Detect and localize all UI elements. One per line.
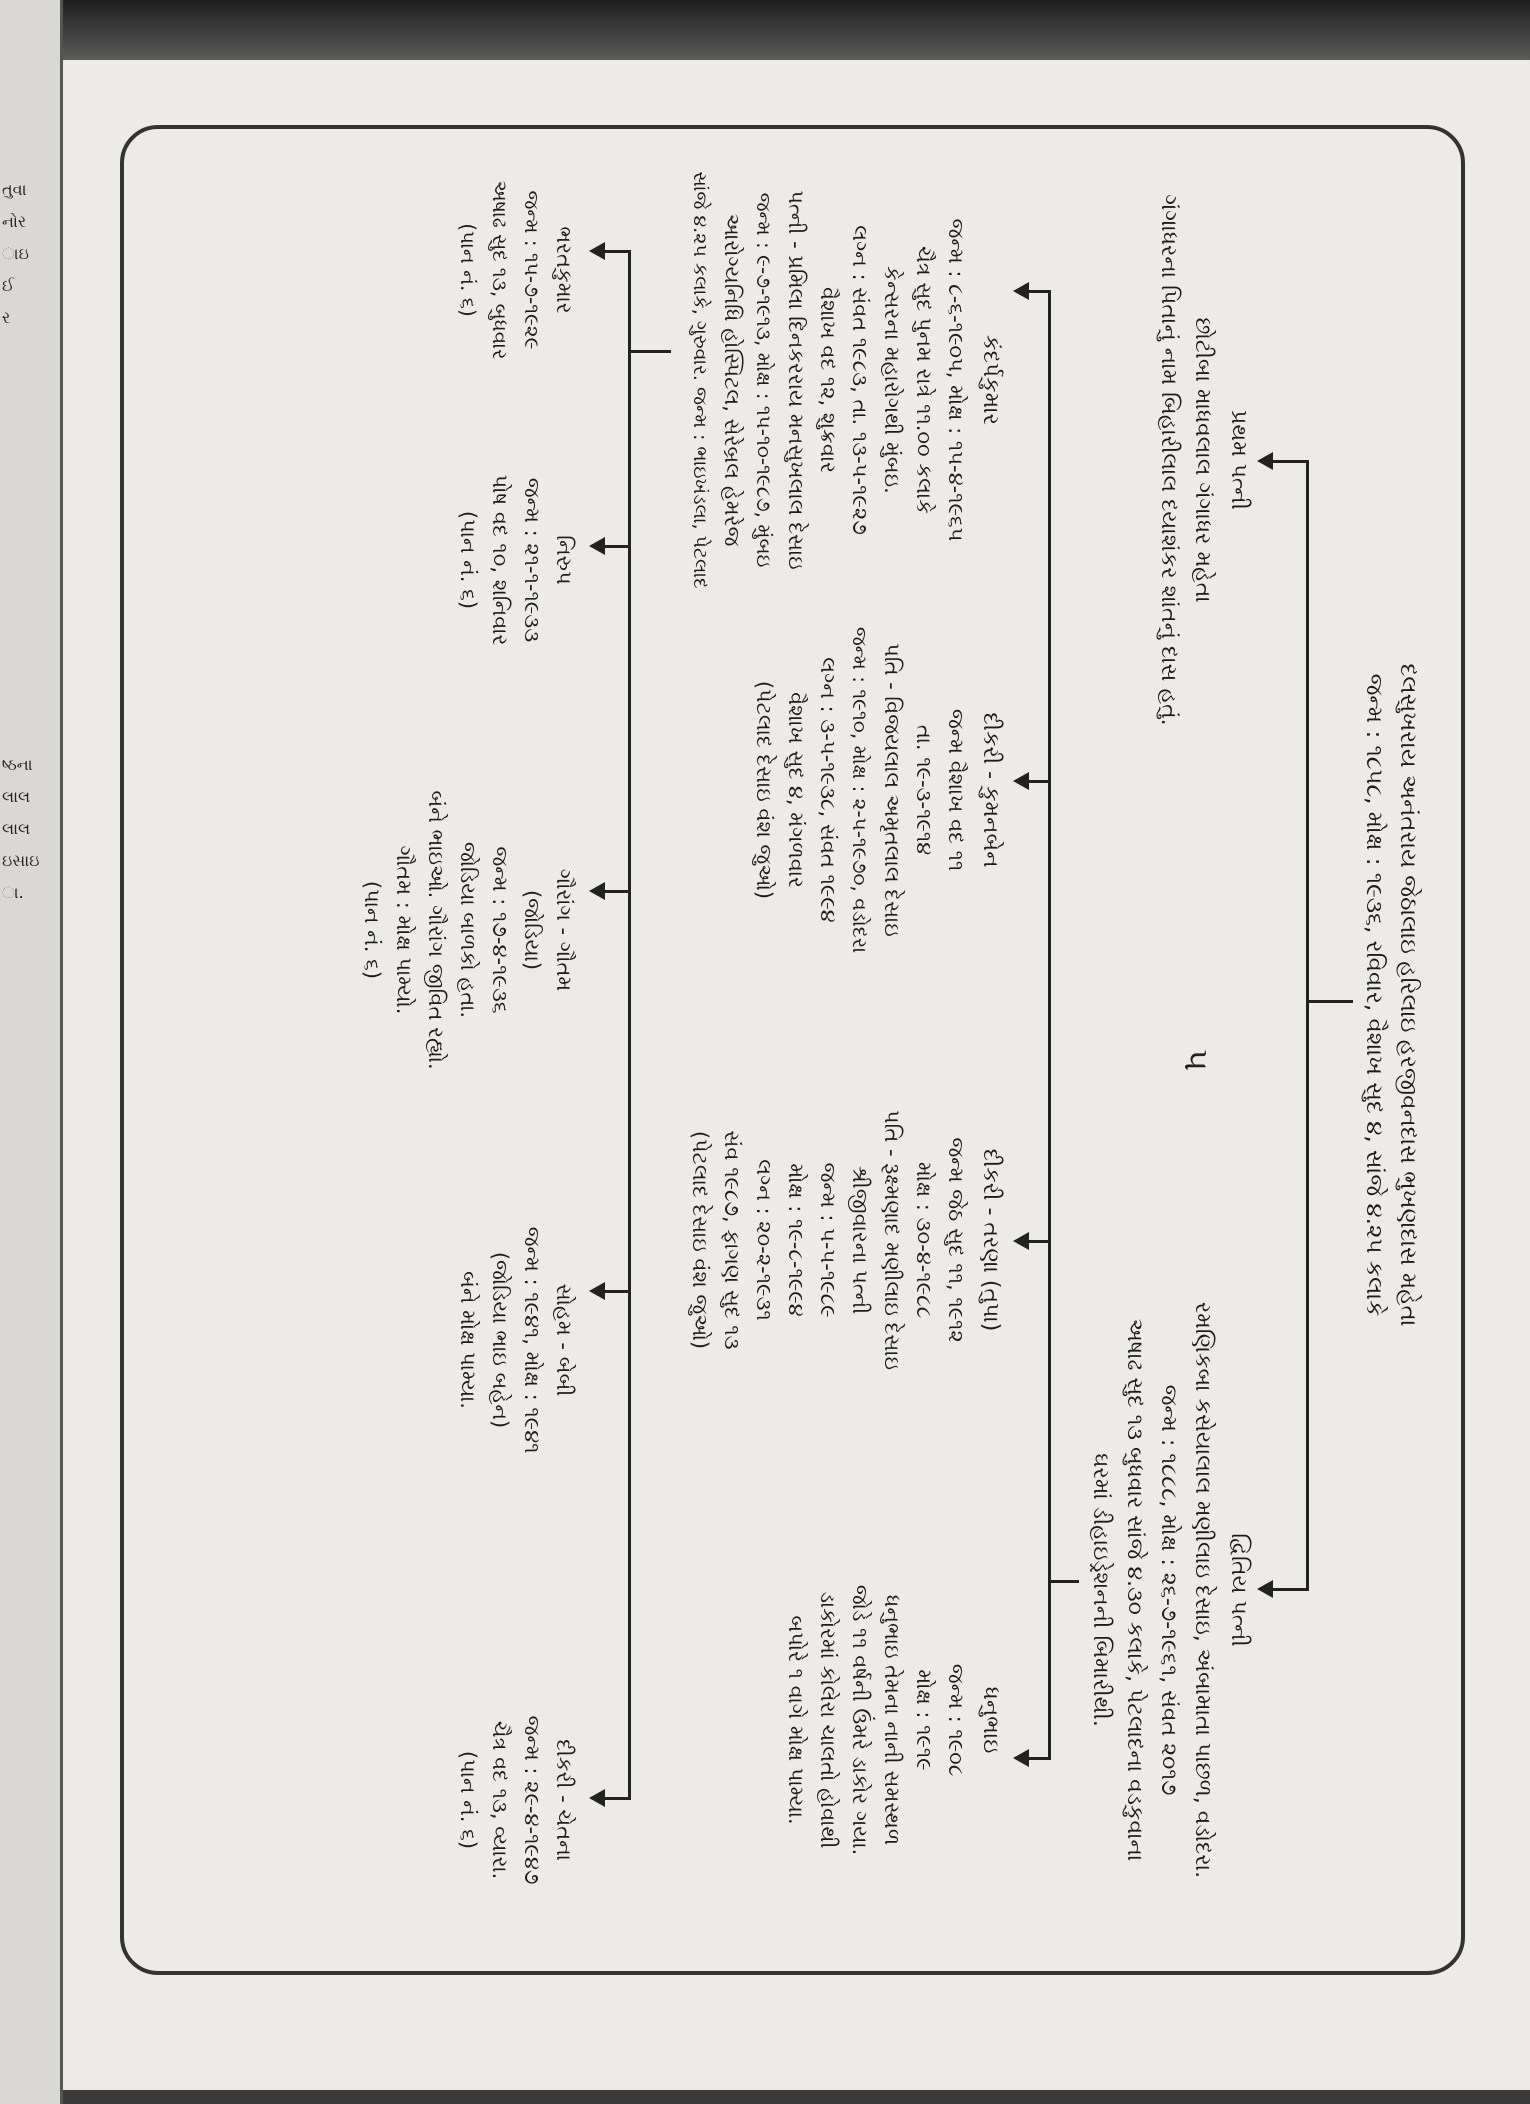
margin-fragment: ાઇ (2, 244, 29, 263)
grandchild-3-line: જન્મ : ૧૭-૪-૧૯૩૬ (488, 846, 512, 1014)
family-tree (135, 140, 1445, 1950)
first-wife-name: છોટીબા માધવલાલ ગંગાધર મહેતા (1190, 317, 1215, 603)
child-3-line: જન્મ : ૫-૫-૧૯૮૯ (816, 1162, 840, 1318)
wives-bar (1306, 460, 1309, 1590)
arrow-down-icon (1013, 772, 1029, 790)
grandchild-5-line: ચૈત્ર વદ ૧૩, વ્યારા. (488, 1720, 512, 1880)
grandchild-3-line: (જોડિયા) (520, 889, 544, 971)
child-4-line: ડાકોરમાં કોલેરા ચાલતો હોવાથી (816, 1591, 840, 1849)
child-3-line: જન્મ જેઠ સુદ ૧૧, ૧૯૧૨ (944, 1137, 968, 1343)
child-2-line: લગ્ન : ૩-૫-૧૯૩૮, સંવત ૧૯૯૪ (816, 657, 840, 923)
child-4-line: જોડે ૧૧ વર્ષની ઉંમરે ડાકોર ગયા. (848, 1584, 872, 1856)
child-3-name: દીકરી - તરણા (તુપા) (978, 1148, 1003, 1332)
child-1-line: ચૈત્ર સુદ પુનમ રાત્રે ૧૧.૦૦ કલાકે (912, 245, 936, 515)
grandchild-2-line: (પાન નં. ૬) (456, 510, 480, 610)
margin-fragment: લાલ (2, 787, 31, 806)
child-4-line: જન્મ : ૧૯૦૮ (944, 1663, 968, 1777)
grandchild-stem-5 (601, 1797, 631, 1800)
child-4-line: મોક્ષ : ૧૯૧૯ (912, 1669, 936, 1771)
child-1-line: જન્મ : ૯-૭-૧૯૧૩, મોક્ષ : ૧૫-૧૦-૧૯૮૭, મુંબઇ (752, 192, 776, 568)
child-2-line: (પેટલાદ દેસાઇ વંશ જુઓ) (752, 680, 776, 900)
children-stem (1049, 1580, 1079, 1583)
second-wife-death: અષાઢ સુદ ૧૩ બુધવાર સાંજે ૪.૩૦ કલાકે, પેટલાદના વડકુવાના (1122, 1318, 1147, 1862)
grandchild-4-line: બંને મોક્ષ પામ્યા. (456, 1270, 480, 1409)
grandchild-stem-4 (601, 1290, 631, 1293)
child-2-line: તા. ૧૯-૩-૧૯૧૪ (912, 724, 936, 856)
page-number: ૫ (1176, 1048, 1217, 1072)
grandchildren-stem (629, 350, 671, 353)
binding-shadow (0, 0, 1530, 60)
child-3-line: સંવ ૧૯૮૭, ફાગણ સુદ ૧૩ (720, 1130, 744, 1350)
grandchild-4-line: (જોડિયા ભાઇ બહેન) (488, 1251, 512, 1429)
child-3-line: લગ્ન : ૨૦-૨-૧૯૩૧ (752, 1159, 776, 1321)
grandchild-stem-1 (601, 250, 631, 253)
root-name: દલસુખરાય અનંતરાય જેઠાલાઇ હરિલાઇ હરજીવનદાસ ભુખણદાસ મહેતા (1395, 663, 1421, 1327)
first-wife-title: પ્રથમ પત્ની (1226, 410, 1251, 510)
arrow-down-icon (1013, 1749, 1029, 1767)
grandchild-1-line: અષાઢ સુદ ૧૩, બુધવાર (488, 180, 512, 360)
child-3-line: (પેટલાદ દેસાઇ વંશ જુઓ) (688, 1130, 712, 1350)
grandchild-2-name: નિરુપ (552, 535, 576, 585)
grandchild-3-line: ગૌતમ : મોક્ષ પામ્યો. (392, 845, 416, 1015)
first-wife-note: ગંગાધરના પિતાનું નામ બિહારીલાલ દયાશંકર શાંતનું દાસ હતું. (1156, 194, 1181, 726)
root-stem (1307, 1000, 1353, 1003)
margin-fragment: ઇસાઇ (2, 851, 40, 870)
margin-fragment: ઈ (2, 276, 15, 295)
margin-fragment: લાલ (2, 819, 31, 838)
grandchild-3-name: ગૌરાંગ - ગૌતમ (552, 868, 576, 992)
margin-fragment: નોર (2, 212, 27, 231)
child-2-line: પતિ - વિજયલાલ અમૃતલાલ દેસાઇ (880, 643, 904, 937)
grandchild-4-name: સોહમ - બેબી (552, 1283, 576, 1397)
child-4-line: બપોરે ૧ વાગે મોક્ષ પામ્યા. (784, 1615, 808, 1825)
child-1-line: પત્ની - પ્રમિલા દિનકરરાય મનસુખલાલ દેસાઇ (784, 190, 808, 570)
grandchild-3-line: (પાન નં. ૬) (360, 880, 384, 980)
arrow-down-icon (589, 537, 605, 555)
second-wife-stem (1267, 1588, 1309, 1591)
grandchild-5-line: (પાન નં. ૬) (456, 1750, 480, 1850)
child-2-line: જન્મ : ૧૯૧૦, મોક્ષ : ૨-૫-૧૯૭૦, વડોદરા (848, 626, 872, 954)
arrow-down-icon (1013, 282, 1029, 300)
arrow-down-icon (589, 1282, 605, 1300)
arrow-down-icon (589, 242, 605, 260)
first-wife-stem (1267, 460, 1309, 463)
grandchild-stem-3 (601, 890, 631, 893)
grandchild-2-line: પોષ વદ ૧૦, શનિવાર (488, 474, 512, 646)
child-1-line: લગ્ન : સંવત ૧૯૮૩, તા. ૧૩-૫-૧૯૨૭ (848, 225, 872, 535)
margin-fragment: ા. (2, 883, 24, 902)
child-1-line: વૈશાખ વદ ૧૨, શુક્રવાર (816, 287, 840, 473)
child-1-line: આરોગ્યનિધિ હોસ્પિટલ, સેરેબ્રલ હેમરેજ (720, 213, 744, 547)
child-2-line: વૈશાખ સુદ ૪, મંગળવાર (784, 692, 808, 888)
arrow-down-icon (589, 882, 605, 900)
arrow-down-icon (589, 1789, 605, 1807)
grandchild-1-line: (પાન નં. ૬) (456, 223, 480, 317)
grandchild-3-line: બંને ભાઇઓ. ગૌરાંગ જીવિત રહ્યો. (424, 790, 448, 1070)
grandchild-3-line: જોડિયા બાળકો હતા. (456, 841, 480, 1019)
child-4-name: ધનુભાઇ (978, 1686, 1003, 1754)
arrow-down-icon (1257, 452, 1273, 470)
child-3-line: પતિ - રૂક્ષ્મણાદ મણીલાઇ દેસાઇ (880, 1110, 904, 1370)
grandchild-4-line: જન્મ : ૧૯૪૧, મોક્ષ : ૧૯૪૧ (520, 1226, 544, 1454)
children-bar (1048, 290, 1051, 1760)
adjacent-page-edge (0, 0, 63, 2104)
grandchild-stem-2 (601, 545, 631, 548)
margin-fragment: ર (2, 308, 11, 327)
child-1-name: કંદર્પકુમાર (978, 335, 1003, 425)
margin-fragment: તુવા (2, 180, 27, 199)
child-1-line: જન્મ : ૮-૬-૧૯૦૫, મોક્ષ : ૧૫-૪-૧૯૬૫ (944, 218, 968, 542)
child-4-line: ધનુભાઇ તેમના નાની સમસ્થળ (880, 1594, 904, 1846)
grandchild-1-line: જન્મ : ૧૫-૭-૧૯૨૯ (520, 190, 544, 350)
grandchild-5-name: દીકરી - ચેતના (552, 1739, 576, 1861)
child-3-line: મોક્ષ : ૩૦-૪-૧૯૮૮ (912, 1161, 936, 1319)
child-3-line: મોક્ષ : ૧૯-૮-૧૯૯૪ (784, 1163, 808, 1317)
child-3-line: શ્રીજીવારના પત્ની (848, 1165, 872, 1315)
second-wife-dates: જન્મ : ૧૮૮૮, મોક્ષ : ૨૬-૭-૧૯૬૧, સંવત ૨૦૧૭ (1156, 1384, 1181, 1796)
root-dates: જન્મ : ૧૮૫૮, મોક્ષ : ૧૯૩૬, રવિવાર, વૈશાખ સુદ ૪, સાંજે ૪.૨૫ કલાકે (1361, 673, 1387, 1317)
child-1-line: કેન્સરના મહારોગથી મુંબઇ. (880, 266, 904, 494)
grandchild-2-line: જન્મ : ૨૧-૧-૧૯૩૩ (520, 477, 544, 643)
arrow-down-icon (1257, 1580, 1273, 1598)
second-wife-cause: ઘરમાં ડીહાઇડ્રેશનની બિમારીથી. (1088, 1453, 1113, 1727)
child-2-name: દીકરી - કુમનબેન (978, 712, 1003, 868)
child-2-line: જન્મ વૈશાખ વદ ૧૧ (944, 708, 968, 872)
grandchild-5-line: જન્મ : ૨૯-૪-૧૯૪૭ (520, 1715, 544, 1885)
arrow-down-icon (1013, 1232, 1029, 1250)
child-1-line: સાંજે ૪.૨૫ કલાકે, ગુરુવાર. જન્મ : ભાઇખંડલા, પેટલાદ (689, 171, 711, 589)
grandchild-1-name: ભરતકુમાર (552, 226, 576, 314)
grandchildren-bar (628, 250, 631, 1800)
margin-fragment: ષ્ઠના (2, 755, 33, 774)
second-wife-name: રમણિકબા કસેયાલાલ મણીલાઇ દેસાઇ, અંબામાતા પાછળ, વડોદરા. (1190, 1301, 1215, 1879)
second-wife-title: દ્વિતિય પત્ની (1226, 1533, 1251, 1647)
